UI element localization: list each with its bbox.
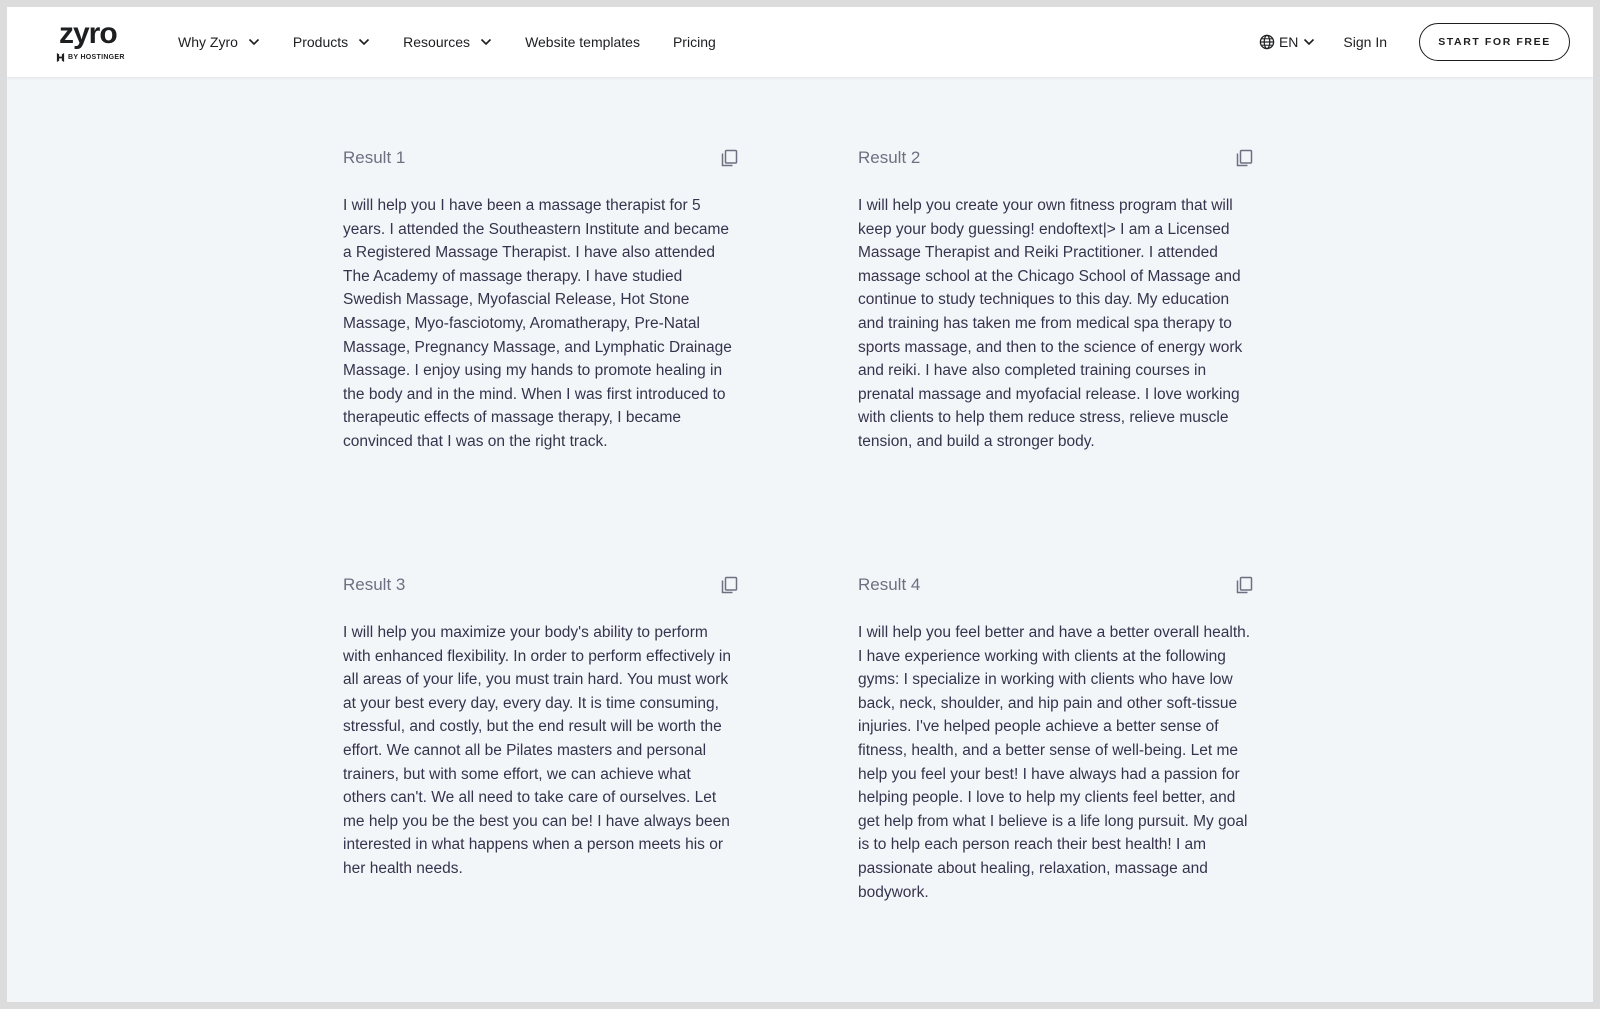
result-card-1	[343, 146, 738, 454]
nav-products[interactable]	[293, 34, 370, 50]
zyro-logo[interactable]	[53, 17, 133, 67]
language-label: EN	[1278, 34, 1299, 50]
result-header	[343, 573, 738, 597]
result-title: Result 3	[343, 575, 406, 594]
chevron-down-icon	[358, 38, 370, 46]
result-text: I will help you maximize your body's ability to perform with enhanced flexibility. In order to perform effectively in all areas of your life, you must train hard. You must work at your best every day, every day. It is time consuming, stressful, and costly, but the end result will be worth the effort. We cannot all be Pilates masters and personal trainers, but with some effort, we can achieve what others can't. We all need to take care of ourselves. Let me help you be the best you can be! I have always been interested in what happens when a person meets his or her health needs.	[343, 624, 731, 877]
language-selector[interactable]	[1259, 34, 1315, 50]
globe-icon	[1259, 34, 1275, 50]
main-nav	[178, 7, 749, 77]
result-header	[858, 146, 1253, 170]
sign-in-link[interactable]: Sign In	[1343, 34, 1387, 50]
result-header	[858, 573, 1253, 597]
result-card-4	[858, 573, 1253, 904]
nav-resources[interactable]	[403, 34, 492, 50]
logo-sub-text: BY HOSTINGER	[68, 54, 125, 61]
nav-label: Website templates	[525, 34, 640, 50]
chevron-down-icon	[480, 38, 492, 46]
top-navbar	[7, 7, 1593, 77]
hostinger-logo-icon	[56, 53, 65, 62]
copy-icon[interactable]	[720, 149, 738, 167]
result-card-2	[858, 146, 1253, 454]
result-title: Result 4	[858, 575, 921, 594]
nav-why-zyro[interactable]	[178, 34, 260, 50]
nav-label: Resources	[403, 34, 471, 50]
result-text: I will help you feel better and have a better overall health. I have experience working with clients at the following gyms: I specialize in working with clients who have low back, neck, shoulder, and hip pain and other soft-tissue injuries. I've helped people achieve a better sense of fitness, health, and a better sense of well-being. Let me help you feel your best! I have always had a passion for helping people. I love to help my clients feel better, and get help from what I believe is a life long pursuit. My goal is to help each person reach their best health! I am passionate about healing, relaxation, massage and bodywork.	[858, 624, 1251, 901]
chevron-down-icon	[1303, 38, 1315, 46]
start-for-free-button[interactable]: START FOR FREE	[1419, 23, 1570, 61]
page-frame	[7, 7, 1593, 1002]
logo-wordmark: zyro	[59, 17, 117, 50]
logo-subline	[56, 53, 125, 62]
result-title: Result 2	[858, 148, 921, 167]
result-title: Result 1	[343, 148, 406, 167]
nav-label: Pricing	[672, 34, 716, 50]
nav-website-templates[interactable]	[525, 34, 640, 50]
result-header	[343, 146, 738, 170]
copy-icon[interactable]	[1235, 149, 1253, 167]
result-text: I will help you create your own fitness program that will keep your body guessing! endoftext|> I am a Licensed Massage Therapist and Reiki Practitioner. I attended massage school at the Chicago School of Massage and continue to study techniques to this day. My education and training has taken me from medical spa therapy to sports massage, and then to the science of energy work and reiki. I have also completed training courses in prenatal massage and myofacial release. I love working with clients to help them reduce stress, relieve muscle tension, and build a stronger body.	[858, 197, 1243, 450]
result-text: I will help you I have been a massage therapist for 5 years. I attended the Southeastern Institute and became a Registered Massage Therapist. I have also attended The Academy of massage therapy. I have studied Swedish Massage, Myofascial Release, Hot Stone Massage, Myo-fasciotomy, Aromatherapy, Pre-Natal Massage, Pregnancy Massage, and Lymphatic Drainage Massage. I enjoy using my hands to promote healing in the body and in the mind. When I was first introduced to therapeutic effects of massage therapy, I became convinced that I was on the right track.	[343, 197, 732, 450]
header-actions	[1259, 7, 1570, 77]
result-card-3	[343, 573, 738, 881]
nav-label: Products	[292, 34, 349, 50]
nav-label: Why Zyro	[178, 34, 238, 50]
chevron-down-icon	[248, 38, 260, 46]
copy-icon[interactable]	[1235, 576, 1253, 594]
copy-icon[interactable]	[720, 576, 738, 594]
nav-pricing[interactable]	[673, 34, 716, 50]
